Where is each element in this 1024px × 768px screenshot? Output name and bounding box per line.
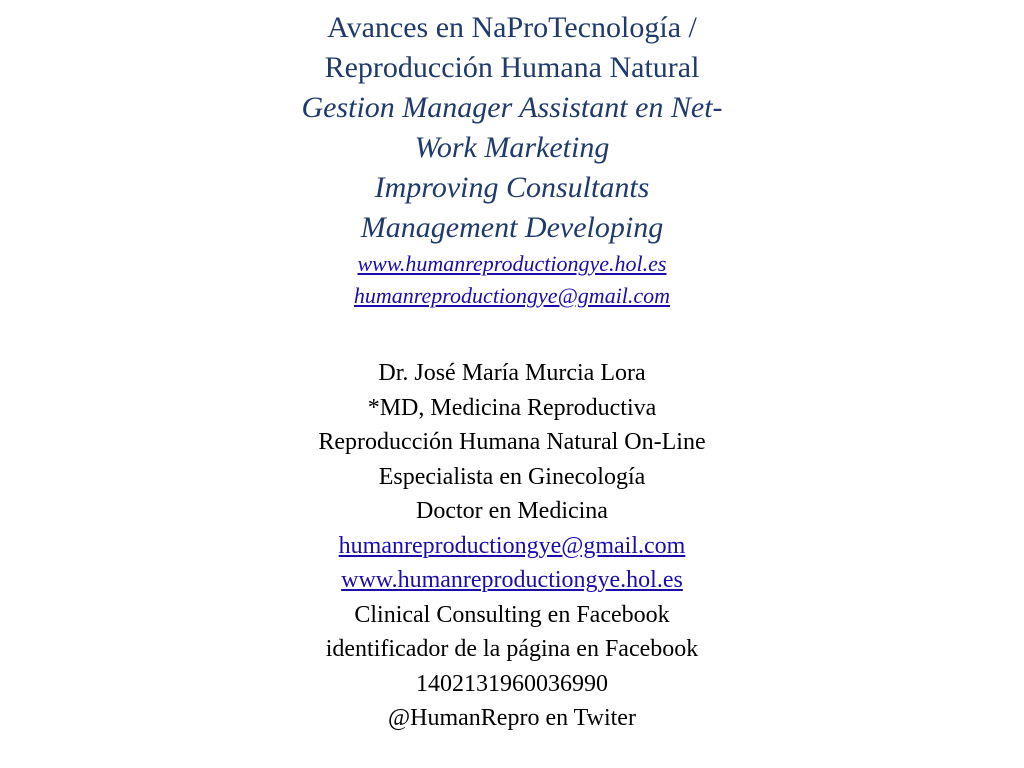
header-website-link[interactable]: www.humanreproductiongye.hol.es	[357, 251, 667, 276]
contact-block	[0, 356, 1024, 736]
specialty-text-1: Reproducción Humana Natural On-Line	[318, 429, 706, 455]
contact-email-link[interactable]: humanreproductiongye@gmail.com	[338, 532, 686, 559]
specialty-text-2: Especialista en Ginecología	[378, 463, 646, 490]
subtitle-line-1: Gestion Manager Assistant en Net-	[301, 91, 723, 124]
title-line-2: Reproducción Humana Natural	[324, 51, 700, 84]
title-line-1: Avances en NaProTecnología /	[327, 11, 697, 44]
subtitle-line-3: Improving Consultants	[374, 171, 650, 204]
degree-text: Doctor en Medicina	[416, 498, 608, 524]
credential-text: *MD, Medicina Reproductiva	[367, 394, 657, 421]
facebook-id-label: identificador de la página en Facebook	[325, 636, 699, 662]
contact-website-link[interactable]: www.humanreproductiongye.hol.es	[341, 567, 683, 593]
header-email-link[interactable]: humanreproductiongye@gmail.com	[353, 283, 671, 308]
twitter-text: @HumanRepro en Twiter	[388, 705, 636, 731]
subtitle-line-4: Management Developing	[360, 211, 664, 244]
facebook-id: 1402131960036990	[416, 670, 608, 697]
subtitle-line-2: Work Marketing	[414, 131, 610, 164]
doctor-name: Dr. José María Murcia Lora	[378, 360, 646, 386]
header-block	[0, 8, 1024, 312]
facebook-text: Clinical Consulting en Facebook	[354, 601, 670, 628]
